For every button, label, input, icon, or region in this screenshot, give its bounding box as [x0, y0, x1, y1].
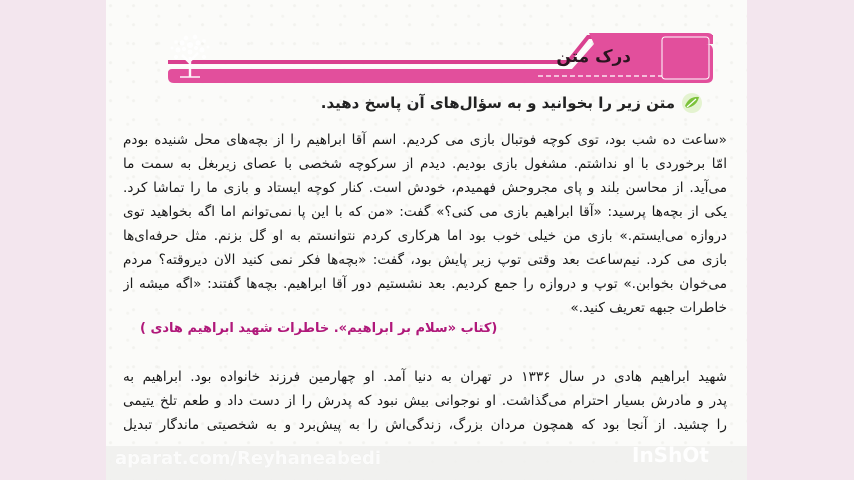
passage-line: خاطرات جبهه تعریف کنید.» [570, 300, 727, 316]
textbook-page [106, 0, 747, 480]
passage-line: «ساعت ده شب بود، توی کوچه فوتبال بازی می کردیم. اسم آقا ابراهیم را از بچه‌های محل شنیده بودم [123, 132, 727, 148]
biography-line: شهید ابراهیم هادی در سال ۱۳۳۶ در تهران به دنیا آمد. او چهارمین فرزند خانواده بود. ابراهیم به [123, 369, 727, 385]
section-header-banner [168, 31, 713, 84]
inshot-watermark: InShOt [632, 443, 709, 467]
aparat-watermark: aparat.com/Reyhaneabedi [115, 448, 382, 469]
biography-line: را چشید. از آنجا بود که همچون مردان بزرگ، زندگی‌اش را به پیش‌برد و به شخصیتی ماندگار تبدیل [123, 417, 727, 433]
section-title: درک متن [556, 47, 631, 67]
citation: (کتاب «سلام بر ابراهیم». خاطرات شهید ابراهیم هادی ) [140, 321, 498, 336]
passage-line: امّا برخوردی با او نداشتم. مشغول بازی بودیم. دیدم از سرکوچه شخصی با عصای زیربغل به سمت ما [123, 156, 727, 172]
passage-line: دروازه می‌ایستم.» بازی من خیلی خوب بود اما هرکاری کردم نتوانستم به او گل بزنم. مثل حرفه‌ای‌ها [123, 228, 727, 244]
tree-icon [168, 31, 212, 79]
passage-line: بازی می کرد. نیم‌ساعت بعد وقتی توپ زیر پایش بود، گفت: «بچه‌ها فکر نمی کنید الان دیروقته؟ مردم [123, 252, 727, 268]
banner-shape [168, 31, 713, 84]
passage-line: می‌خوان بخوابن.» توپ و دروازه را جمع کردیم. بعد نشستیم دور آقا ابراهیم. بچه‌ها گفتند: «اگه میشه از [123, 276, 727, 292]
leaf-icon [681, 92, 703, 114]
biography-line: پدر و مادرش بسیار احترام می‌گذاشت. او نوجوانی بیش نبود که پدرش را از دست داد و طعم تلخ یتیمی [123, 393, 727, 409]
passage-line: یکی از بچه‌ها پرسید: «آقا ابراهیم بازی می کنی؟» گفت: «من که با این پا نمی‌توانم اما اگه بخواهید توی [123, 204, 727, 220]
instruction [321, 92, 703, 114]
biography [123, 365, 727, 437]
passage [123, 128, 727, 320]
instruction-text: متن زیر را بخوانید و به سؤال‌های آن پاسخ دهید. [320, 94, 675, 112]
passage-line: می‌آید. از محاسن بلند و پای مجروحش فهمیدم، خودش است. کنار کوچه ایستاد و بازی ما را تماشا کرد. [123, 180, 727, 196]
